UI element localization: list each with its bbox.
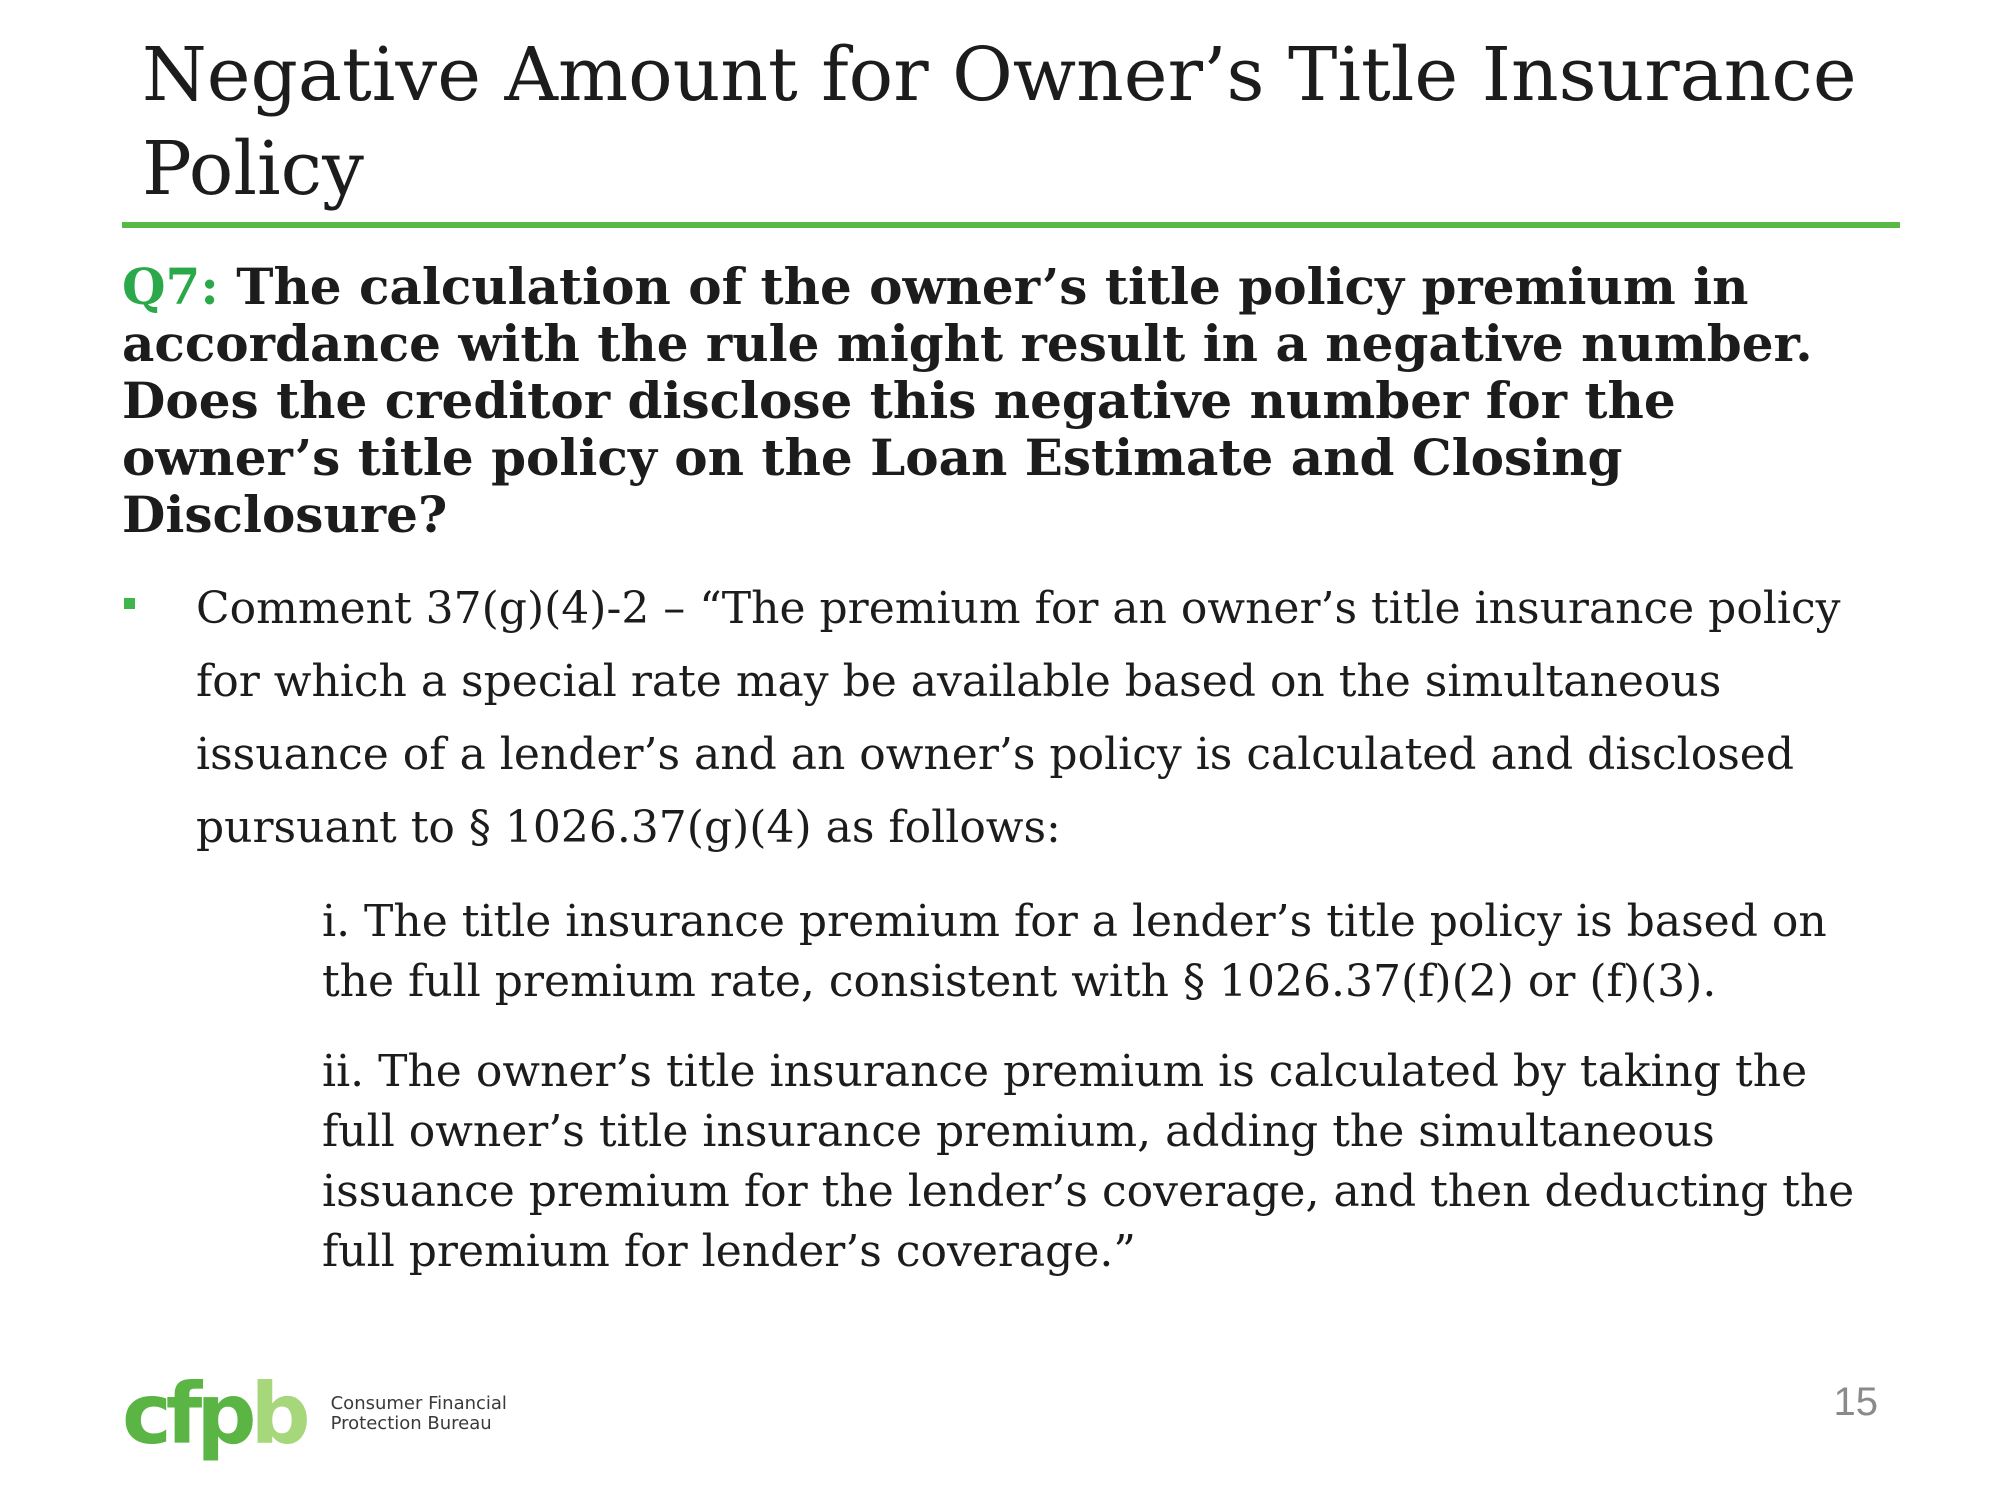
question-text: The calculation of the owner’s title policy premium in accordance with the rule might result in a negative number. Does the creditor disclose this negative number for the owner’s title policy on the Loan Estimate and Closing Disclosure? (122, 257, 1813, 544)
cfpb-logo-text (331, 1394, 507, 1434)
question-block (122, 258, 1892, 543)
question-label: Q7: (122, 257, 219, 316)
org-name-line2: Protection Bureau (330, 1413, 492, 1434)
sub-item-i: i. The title insurance premium for a lender’s title policy is based on the full premium rate, consistent with § 1026.37(f)(2) or (f)(3). (322, 896, 1827, 1007)
slide-title: Negative Amount for Owner’s Title Insurance Policy (142, 32, 1857, 212)
page-number: 15 (1833, 1380, 1878, 1424)
cfpb-logo (122, 1365, 507, 1463)
logo-letters-accent: b (250, 1365, 305, 1463)
title-divider (122, 222, 1900, 228)
bullet-marker (124, 598, 135, 609)
org-name-line1: Consumer Financial (330, 1393, 507, 1414)
comment-text: Comment 37(g)(4)-2 – “The premium for an owner’s title insurance policy for which a special rate may be available based on the simultaneous issuance of a lender’s and an owner’s policy is calculated and disclosed pursuant to § 1026.37(g)(4) as follows: (196, 583, 1841, 853)
cfpb-logo-mark (122, 1365, 305, 1463)
sub-item-ii: ii. The owner’s title insurance premium is calculated by taking the full owner’s title insurance premium, adding the simultaneous issuance premium for the lender’s coverage, and then deducting the full premium for lender’s coverage.” (322, 1046, 1855, 1277)
logo-letters-main: cfp (122, 1365, 251, 1463)
